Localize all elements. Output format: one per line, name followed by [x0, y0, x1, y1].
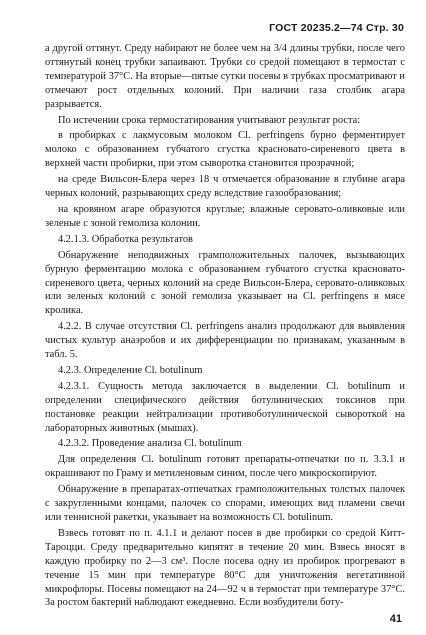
paragraph-4-2-3-1: 4.2.3.1. Сущность метода заключается в выделении Cl. botulinum и определении специфического действия ботулинических токсинов при постановке реакции нейтрализации противоботулинической сывороткой на лабораторных животных (мышах).	[45, 380, 405, 434]
paragraph-smear-prep: Для определения Cl. botulinum готовят препараты-отпечатки по п. 3.3.1 и окрашивают по Граму и метиленовым синим, после чего микроскопируют.	[45, 454, 405, 480]
paragraph-blood-agar: на кровяном агаре образуются круглые; влажные серовато-оливковые или зеленые с зоной гемолиза колонии.	[45, 203, 405, 229]
section-heading-4-2-1-3: 4.2.1.3. Обработка результатов	[58, 233, 193, 245]
paragraph-continuation: а другой оттянут. Среду набирают не более чем на 3/4 длины трубки, после чего оттянутый конец трубки запаивают. Трубки со средой помещают в термостат с температурой 37°С. На вторые—пятые сутки посевы в трубках просматривают и отмечают рост отдельных колоний. При наличии газа столбик агара разрывается.	[45, 43, 405, 110]
standard-header: ГОСТ 20235.2—74 Стр. 30	[269, 22, 404, 34]
paragraph-smear-detection: Обнаружение в препаратах-отпечатках грамположительных толстых палочек с закругленными концами, палочек со спорами, имеющих вид пламени свечи или теннисной ракетки, указывает на возможность Cl. botulinum.	[45, 484, 405, 523]
paragraph-wilson-blair: на среде Вильсон-Блера через 18 ч отмечается образование в глубине агара черных колоний, разрывающих среду вследствие газообразования;	[45, 174, 405, 200]
paragraph-litmus-milk: в пробирках с лакмусовым молоком Cl. perfringens бурно ферментирует молоко с образованием губчатого сгустка красновато-сиреневого цвета в верхней части пробирки, при этом сыворотка становится прозрачной;	[45, 130, 405, 170]
paragraph-detection-perfringens: Обнаружение неподвижных грамположительных палочек, вызывающих бурную ферментацию молока с образованием губчатого сгустка красновато-сиреневого цвета, черных колоний на среде Вильсон-Блера, серовато-оливковых или зеленых колоний с зоной гемолиза указывает на Cl. perfringens в мясе кролика.	[45, 249, 405, 317]
document-body	[45, 42, 405, 610]
paragraph-results-intro: По истечении срока термостатирования учитывают результат роста:	[58, 114, 361, 126]
page-number: 41	[389, 613, 402, 625]
section-heading-4-2-3-2: 4.2.3.2. Проведение анализа Cl. botulinum	[58, 438, 242, 450]
paragraph-kitt-tarozzi: Взвесь готовят по п. 4.1.1 и делают посев в две пробирки со средой Китт-Тароцци. Среду предварительно кипятят в течение 20 мин. Взвесь вносят в каждую пробирку по 2—3 см³. После посева одну из пробирок прогревают в течение 15 мин при температуре 80°С для уничтожения вегетативной микрофлоры. Посевы помещают на 24—92 ч в термостат при температуре 37°С. За ростом бактерий наблюдают ежедневно. Если возбудители боту-	[45, 527, 405, 609]
section-heading-4-2-3: 4.2.3. Определение Cl. botulinum	[58, 364, 203, 376]
paragraph-4-2-2: 4.2.2. В случае отсутствия Cl. perfringens анализ продолжают для выявления чистых культур анаэробов и их дифференциации по признакам, указанным в табл. 5.	[45, 321, 405, 361]
